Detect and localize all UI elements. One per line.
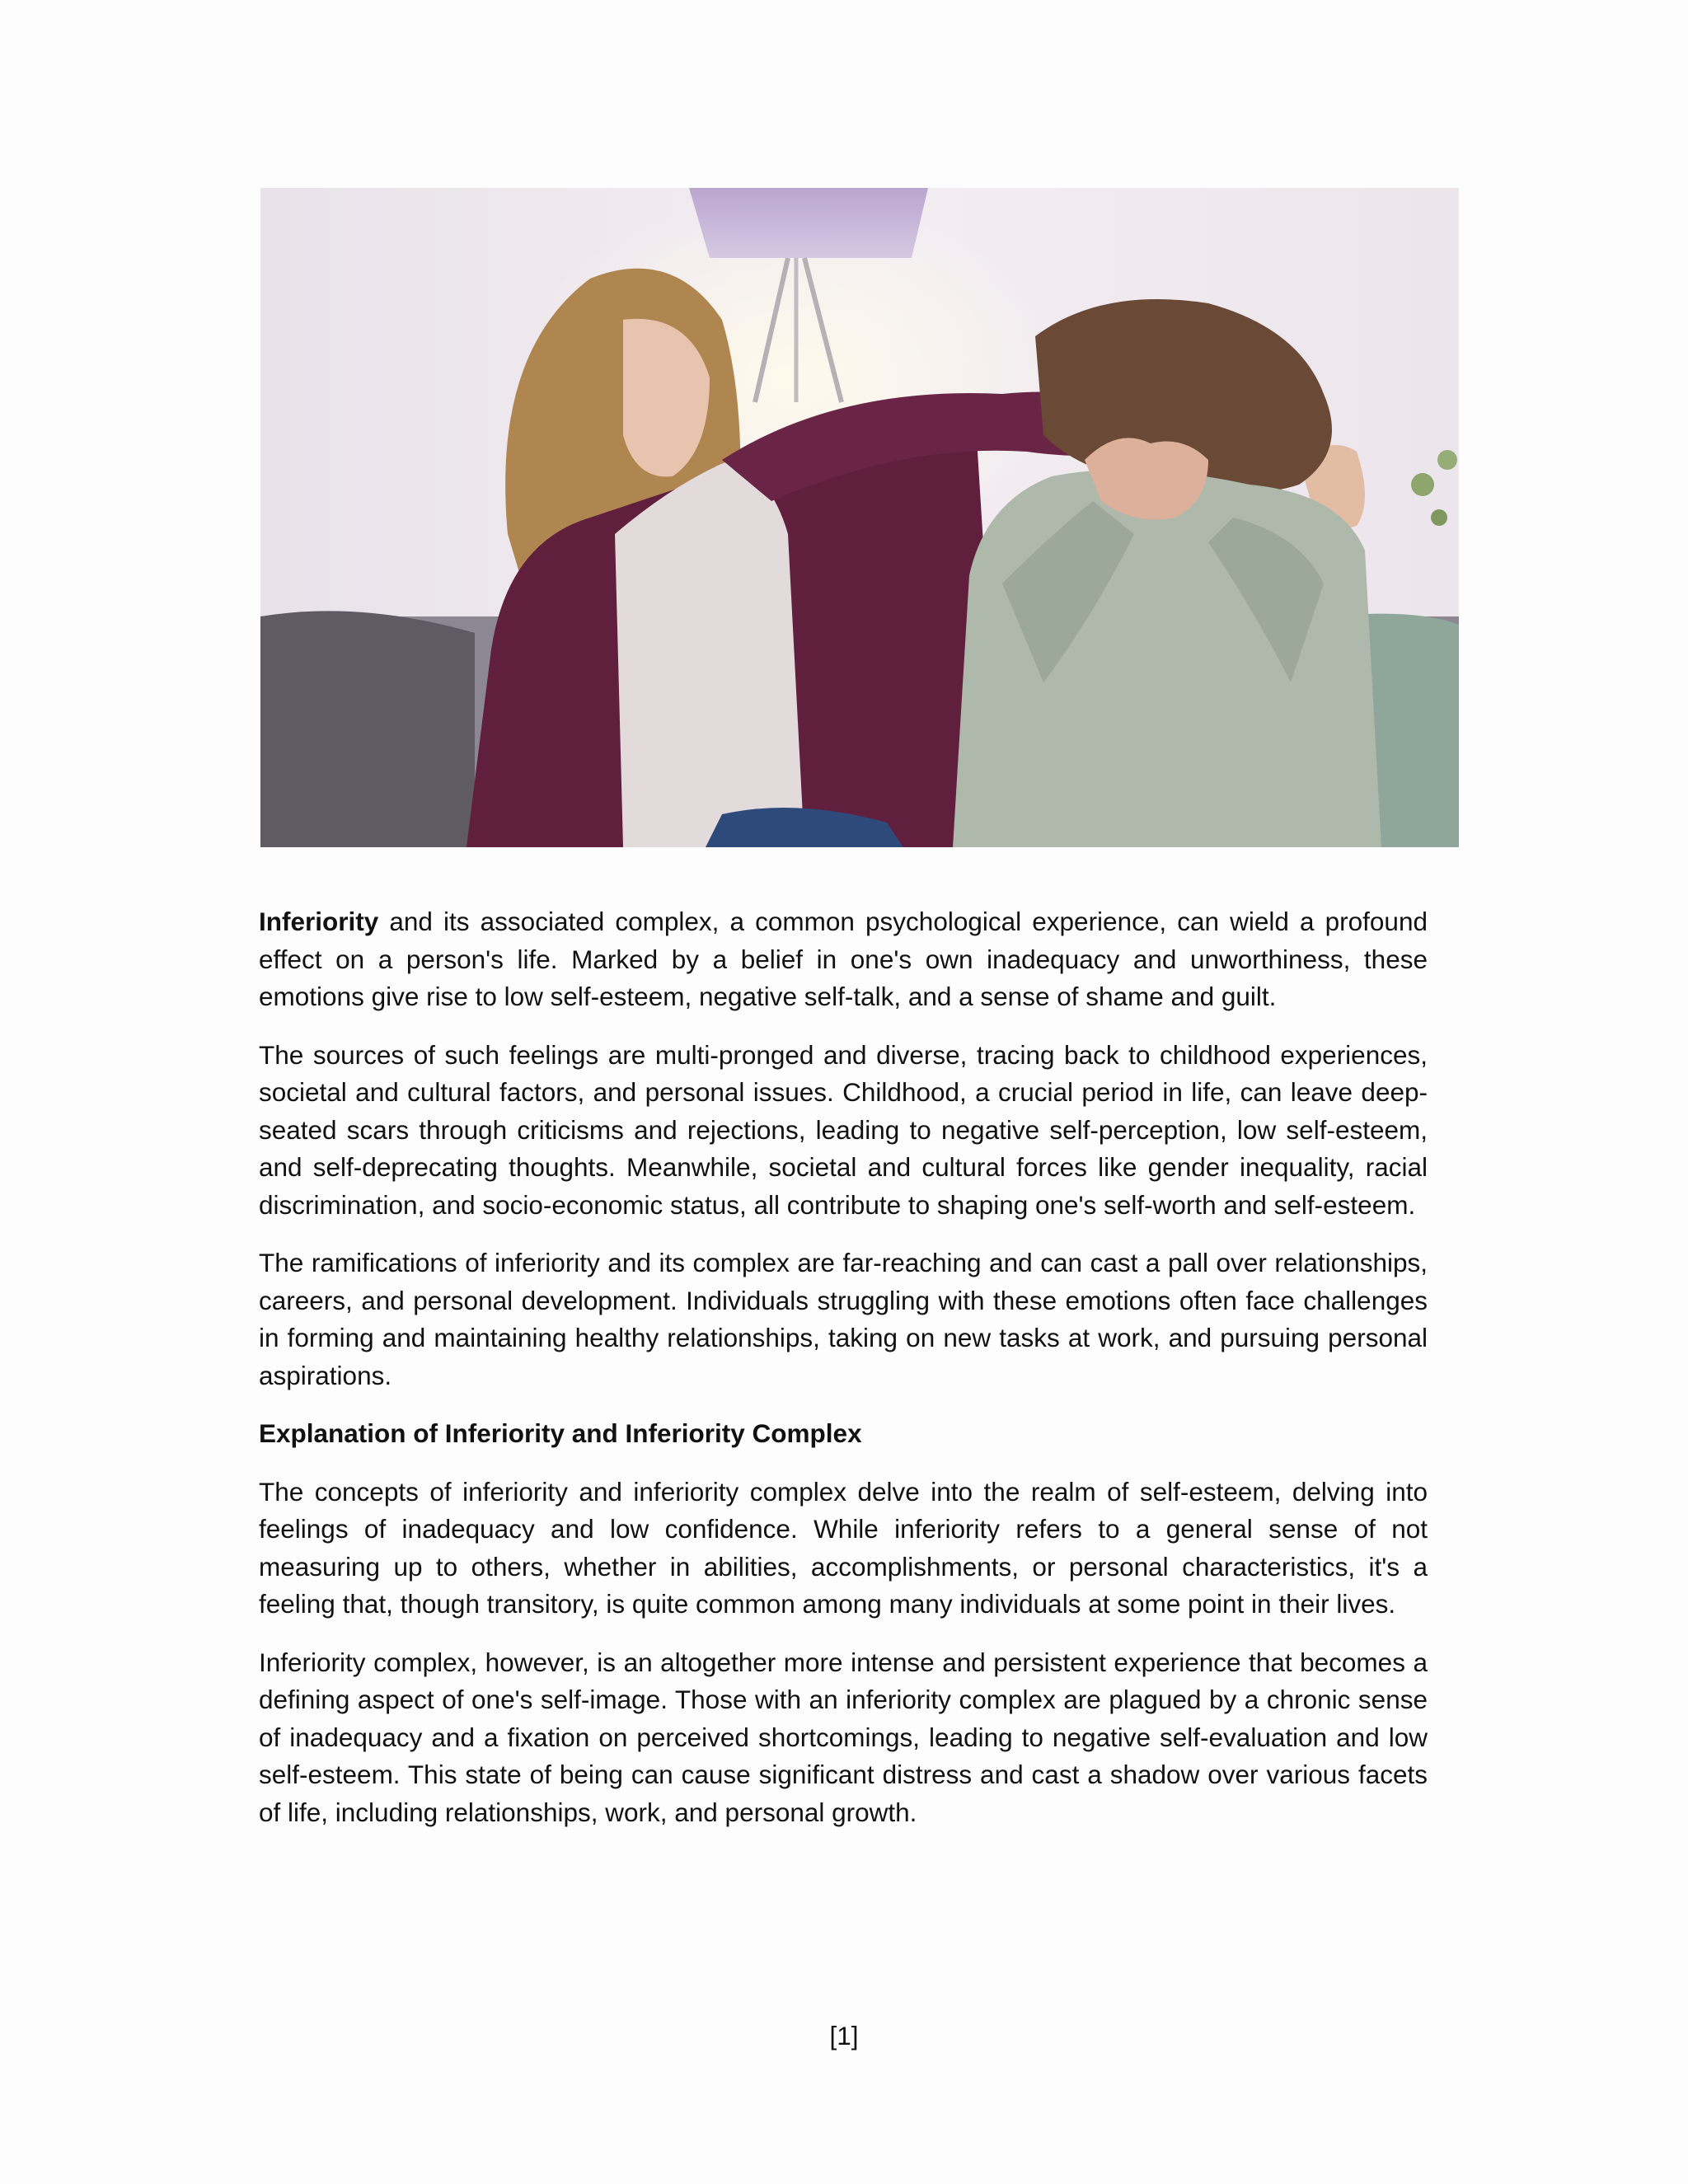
section-heading: Explanation of Inferiority and Inferiority Complex [259,1418,862,1448]
intro-text: and its associated complex, a common psychological experience, can wield a profound effect on a person's life. Marked by a belief in one's own inadequacy and unworthiness, these emotions give rise to low self-esteem, negative self-talk, and a sense of shame and guilt. [259,907,1428,1011]
article-body [259,903,1428,1852]
article-photo [260,188,1459,847]
photo-two-people-comforting-icon [260,188,1459,847]
intro-bold-term: Inferiority [259,907,379,936]
body-paragraph: The sources of such feelings are multi-pronged and diverse, tracing back to childhood experiences, societal and cultural factors, and personal issues. Childhood, a crucial period in life, can leave deep-seated scars through criticisms and rejections, leading to negative self-perception, low self-esteem, and self-deprecating thoughts. Meanwhile, societal and cultural forces like gender inequality, racial discrimination, and socio-economic status, all contribute to shaping one's self-worth and self-esteem. [259,1039,1428,1220]
body-paragraph: Inferiority complex, however, is an altogether more intense and persistent experience that becomes a defining aspect of one's self-image. Those with an inferiority complex are plagued by a chronic sense of inadequacy and a fixation on perceived shortcomings, leading to negative self-evaluation and low self-esteem. This state of being can cause significant distress and cast a shadow over various facets of life, including relationships, work, and personal growth. [259,1647,1428,1827]
intro-paragraph [259,903,1428,1016]
page-number: [1] [829,2021,859,2050]
body-paragraph: The concepts of inferiority and inferiority complex delve into the realm of self-esteem, delving into feelings of inadequacy and low confidence. While inferiority refers to a general sense of not measuring up to others, whether in abilities, accomplishments, or personal characteristics, it's a feeling that, though transitory, is quite common among many individuals at some point in their lives. [259,1476,1428,1619]
body-paragraph: The ramifications of inferiority and its complex are far-reaching and can cast a pall over relationships, careers, and personal development. Individuals struggling with these emotions often face challenges in forming and maintaining healthy relationships, taking on new tasks at work, and pursuing personal aspirations. [259,1248,1428,1390]
